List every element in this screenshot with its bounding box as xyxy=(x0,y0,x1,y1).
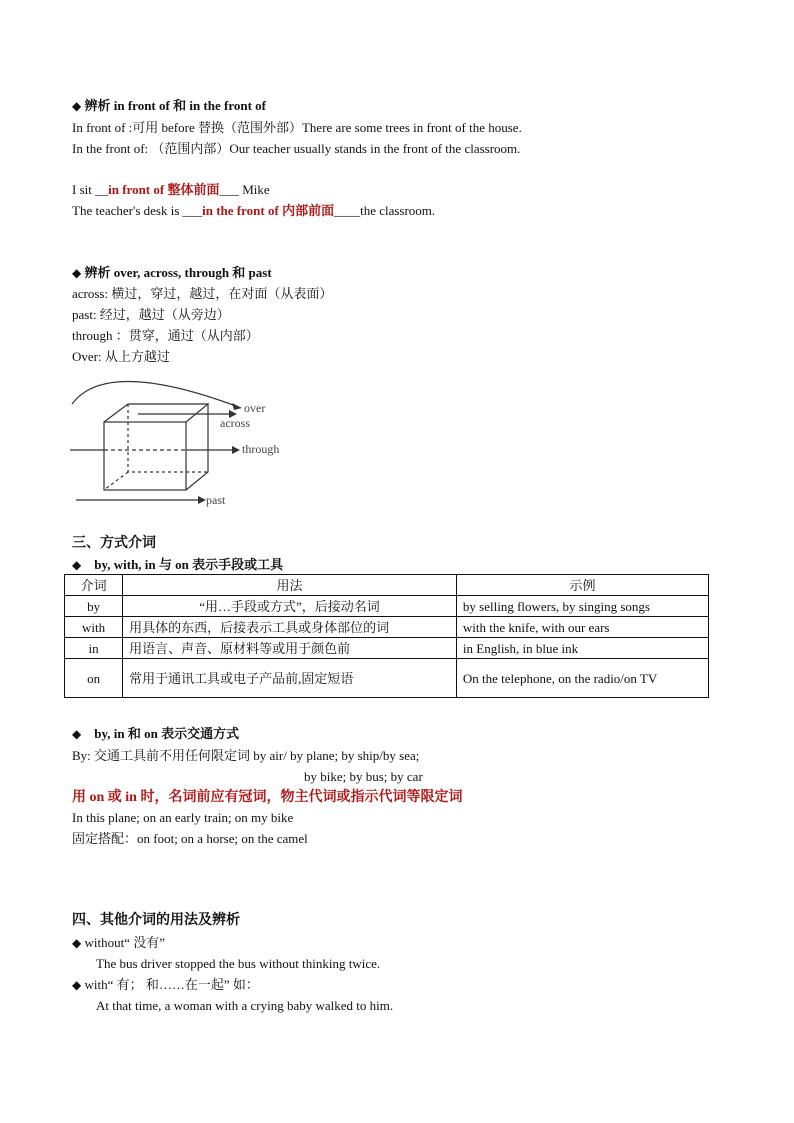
arrowhead-icon xyxy=(232,403,242,410)
example-sentence-2: The teacher's desk is ___in the front of 内部前面____the classroom. xyxy=(72,203,436,218)
label-over: over xyxy=(244,401,266,415)
table-cell: 常用于通讯工具或电子产品前,固定短语 xyxy=(123,659,457,698)
answer-1: in front of 整体前面 xyxy=(108,182,220,197)
across-definition: across: 横过，穿过，越过，在对面（从表面） xyxy=(72,286,333,301)
fixed-phrases: 固定搭配：on foot; on a horse; on the camel xyxy=(72,831,308,846)
on-in-examples: In this plane; on an early train; on my bike xyxy=(72,810,294,825)
answer-2: in the front of 内部前面 xyxy=(202,203,335,218)
label-across: across xyxy=(220,416,250,430)
table-header: 用法 xyxy=(123,575,457,596)
table-cell: by selling flowers, by singing songs xyxy=(456,596,708,617)
diamond-bullet-icon: ◆ xyxy=(72,978,82,992)
table-cell: with xyxy=(65,617,123,638)
table-header-row xyxy=(65,575,709,596)
preposition-diagram xyxy=(66,366,306,512)
arrowhead-icon xyxy=(198,496,206,504)
box-front xyxy=(104,422,186,490)
in-front-of-explanation: In front of :可用 before 替换（范围外部）There are some trees in front of the house. xyxy=(72,120,522,135)
with-heading: ◆ with“ 有； 和……在一起” 如： xyxy=(72,977,259,992)
table-row xyxy=(65,617,709,638)
section-heading-in-front-of: ◆ 辨析 in front of 和 in the front of xyxy=(72,98,267,113)
table-cell: in xyxy=(65,638,123,659)
diamond-bullet-icon: ◆ xyxy=(72,99,82,113)
section-title-manner-prepositions: 三、方式介词 xyxy=(72,536,156,551)
with-example: At that time, a woman with a crying baby walked to him. xyxy=(96,998,394,1013)
on-in-rule: 用 on 或 in 时，名词前应有冠词，物主代词或指示代词等限定词 xyxy=(72,790,463,805)
example-sentence-1: I sit __in front of 整体前面___ Mike xyxy=(72,182,270,197)
diamond-bullet-icon: ◆ xyxy=(72,266,82,280)
section-title-other-prepositions: 四、其他介词的用法及辨析 xyxy=(72,913,240,928)
over-arrow xyxy=(72,381,236,406)
in-the-front-of-explanation: In the front of: （范围内部）Our teacher usually stands in the front of the classroom. xyxy=(72,141,521,156)
table-cell: by xyxy=(65,596,123,617)
prepositions-table xyxy=(64,574,709,698)
table-header: 介词 xyxy=(65,575,123,596)
table-row xyxy=(65,638,709,659)
past-definition: past: 经过，越过（从旁边） xyxy=(72,307,230,322)
table-cell: “用…手段或方式”，后接动名词 xyxy=(123,596,457,617)
through-definition: through ：贯穿，通过（从内部） xyxy=(72,328,259,343)
table-cell: 用具体的东西，后接表示工具或身体部位的词 xyxy=(123,617,457,638)
diamond-bullet-icon: ◆ xyxy=(72,936,82,950)
subheading-transport: ◆ by, in 和 on 表示交通方式 xyxy=(72,726,240,741)
diamond-bullet-icon: ◆ xyxy=(72,727,82,741)
table-row xyxy=(65,596,709,617)
table-cell: 用语言、声音、原材料等或用于颜色前 xyxy=(123,638,457,659)
label-through: through xyxy=(242,442,280,456)
table-row xyxy=(65,659,709,698)
without-example: The bus driver stopped the bus without thinking twice. xyxy=(96,956,381,971)
by-rule-line-1: By: 交通工具前不用任何限定词 by air/ by plane; by ship/by sea; xyxy=(72,748,420,763)
box-top xyxy=(104,404,208,422)
table-header: 示例 xyxy=(456,575,708,596)
section-heading-over-across: ◆ 辨析 over, across, through 和 past xyxy=(72,265,272,280)
table-cell: in English, in blue ink xyxy=(456,638,708,659)
by-rule-line-2: by bike; by bus; by car xyxy=(304,769,423,784)
table-cell: with the knife, with our ears xyxy=(456,617,708,638)
diamond-bullet-icon: ◆ xyxy=(72,558,82,572)
without-heading: ◆ without“ 没有” xyxy=(72,935,165,950)
subheading-tools: ◆ by, with, in 与 on 表示手段或工具 xyxy=(72,557,284,572)
box-right xyxy=(186,404,208,490)
label-past: past xyxy=(206,493,226,507)
over-definition: Over: 从上方越过 xyxy=(72,349,170,364)
table-cell: On the telephone, on the radio/on TV xyxy=(456,659,708,698)
arrowhead-icon xyxy=(232,446,240,454)
table-cell: on xyxy=(65,659,123,698)
